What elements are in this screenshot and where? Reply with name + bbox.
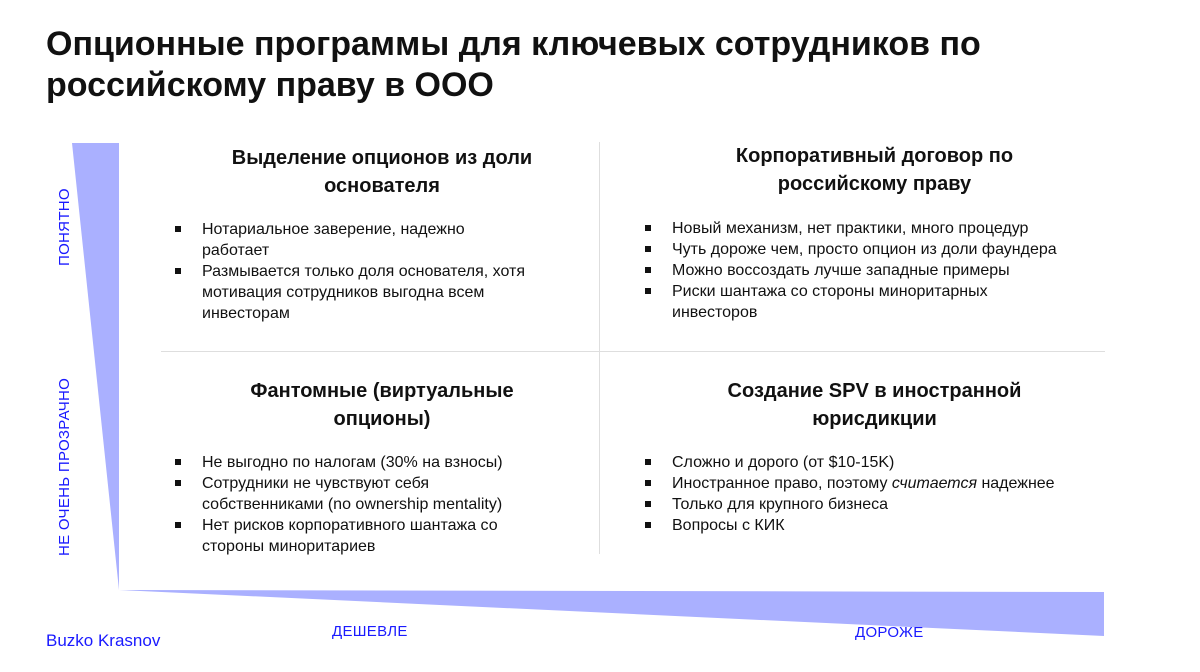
list-item: Сотрудники не чувствуют себя собственниками (no ownership mentality) — [172, 473, 592, 515]
list-item: Сложно и дорого (от $10-15K) — [642, 452, 1112, 473]
heading-line: юрисдикции — [812, 408, 937, 430]
list-item: Можно воссоздать лучше западные примеры — [642, 260, 1112, 281]
vertical-axis-wedge — [72, 143, 119, 590]
heading-line: Создание SPV в иностранной — [727, 380, 1022, 402]
bullet-list — [172, 219, 592, 324]
heading-line: основателя — [324, 175, 440, 197]
list-item: Нотариальное заверение, надежно работает — [172, 219, 592, 261]
x-axis-right-label: ДОРОЖЕ — [855, 624, 924, 641]
list-item: Иностранное право, поэтому считается надежнее — [642, 473, 1112, 494]
page-title-line-1: Опционные программы для ключевых сотрудников по — [46, 25, 981, 63]
bullet-list — [172, 452, 592, 557]
y-axis-bottom-label: НЕ ОЧЕНЬ ПРОЗРАЧНО — [56, 377, 73, 556]
list-item: Только для крупного бизнеса — [642, 494, 1112, 515]
quadrant-bottom-left — [172, 377, 592, 557]
quadrant-divider-vertical — [599, 142, 600, 554]
quadrant-top-left — [172, 144, 592, 324]
page-title-line-2: российскому праву в ООО — [46, 66, 494, 104]
quadrant-heading — [172, 144, 592, 200]
y-axis-top-label: ПОНЯТНО — [56, 188, 73, 266]
bullet-list — [642, 452, 1112, 536]
quadrant-bottom-right — [642, 377, 1112, 536]
list-item: Вопросы с КИК — [642, 515, 1112, 536]
heading-line: Выделение опционов из доли — [231, 147, 533, 169]
list-item: Не выгодно по налогам (30% на взносы) — [172, 452, 592, 473]
quadrant-top-right — [642, 142, 1112, 323]
list-item: Новый механизм, нет практики, много процедур — [642, 218, 1112, 239]
bullet-list — [642, 218, 1112, 323]
list-item: Риски шантажа со стороны миноритарных инвесторов — [642, 281, 1112, 323]
x-axis-left-label: ДЕШЕВЛЕ — [332, 623, 408, 640]
quadrant-heading — [642, 142, 1107, 198]
list-item: Чуть дороже чем, просто опцион из доли фаундера — [642, 239, 1112, 260]
heading-line: Корпоративный договор по — [735, 145, 1014, 167]
quadrant-heading — [172, 377, 592, 433]
quadrant-heading — [642, 377, 1107, 433]
emphasis-text: считается — [891, 475, 977, 492]
list-item: Нет рисков корпоративного шантажа со стороны миноритариев — [172, 515, 592, 557]
horizontal-axis-wedge — [119, 590, 1104, 636]
brand-name: Buzko Krasnov — [46, 631, 161, 650]
heading-line: российскому праву — [777, 173, 972, 195]
quadrant-divider-horizontal — [161, 351, 1105, 352]
heading-line: опционы) — [333, 408, 431, 430]
list-item: Размывается только доля основателя, хотя мотивация сотрудников выгодна всем инвесторам — [172, 261, 592, 324]
heading-line: Фантомные (виртуальные — [250, 380, 514, 402]
